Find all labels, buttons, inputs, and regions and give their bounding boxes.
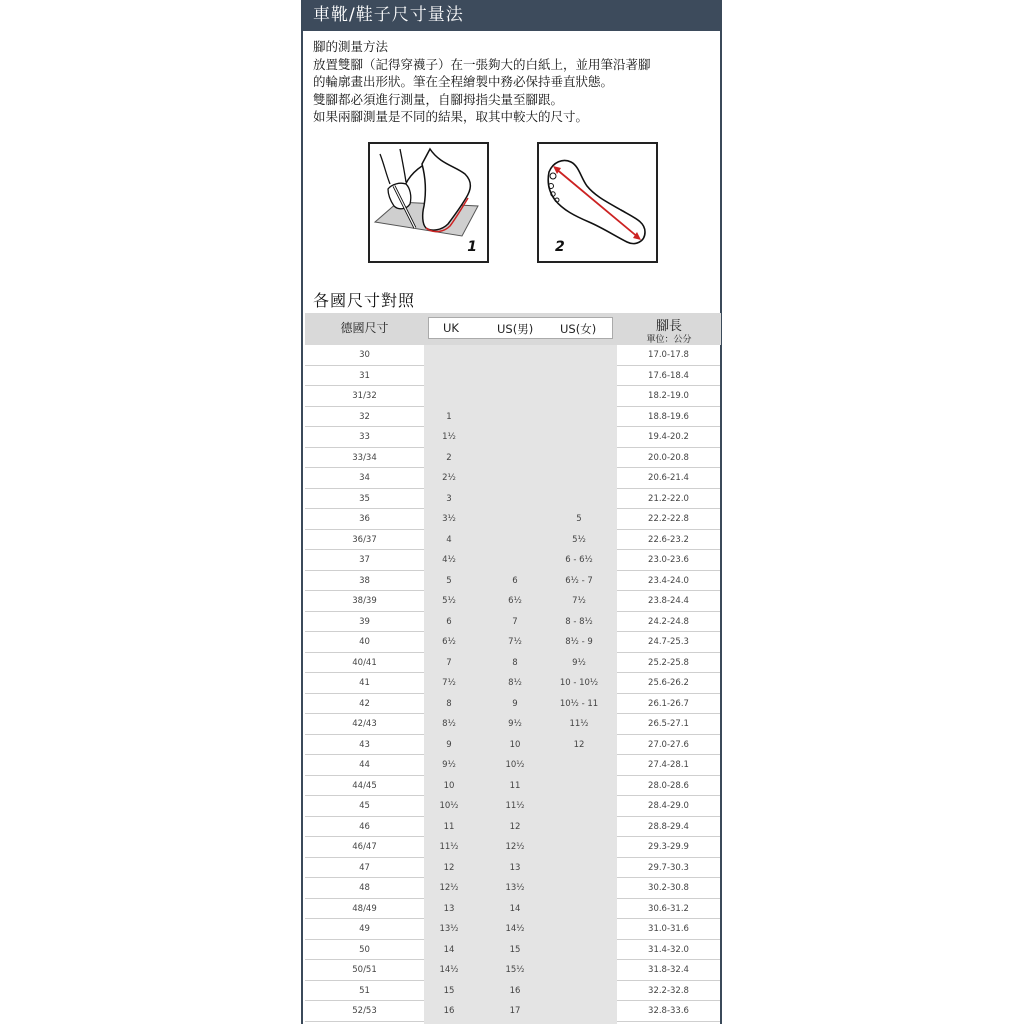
cell-us-women	[549, 386, 609, 407]
cell-de: 36/37	[352, 534, 377, 545]
cell-us-men: 6	[512, 575, 518, 586]
cell-foot: 29.7-30.3	[648, 862, 689, 873]
table-row	[305, 366, 720, 387]
cell-foot: 29.3-29.9	[648, 842, 689, 852]
cell-de: 42/43	[352, 719, 377, 729]
cell-foot: 19.4-20.2	[648, 432, 689, 442]
header-foot-length-unit: 單位：公分	[646, 335, 692, 345]
table-row	[305, 919, 720, 940]
cell-de: 33/34	[352, 452, 377, 463]
cell-uk	[429, 345, 469, 366]
cell-de: 43	[359, 739, 370, 750]
cell-uk: 12½	[439, 883, 459, 893]
table-row	[305, 960, 720, 981]
cell-uk: 11	[443, 821, 455, 832]
cell-us-women	[549, 899, 609, 920]
header-us-women: US(女)	[560, 322, 597, 336]
cell-foot: 25.6-26.2	[648, 678, 689, 688]
cell-foot: 20.6-21.4	[648, 473, 689, 483]
cell-de: 37	[359, 555, 370, 565]
cell-uk: 12	[443, 862, 455, 873]
cell-de: 52/53	[352, 1006, 377, 1016]
cell-foot: 24.7-25.3	[648, 637, 689, 647]
cell-us-women	[549, 817, 609, 838]
cell-foot: 30.6-31.2	[648, 903, 689, 914]
table-row	[305, 1001, 720, 1022]
cell-de: 38	[359, 575, 370, 586]
cell-foot: 25.2-25.8	[648, 657, 689, 668]
cell-uk: 15	[443, 985, 455, 996]
cell-de: 40	[359, 637, 370, 647]
cell-us-women: 11½	[569, 719, 589, 729]
cell-us-men	[493, 530, 537, 551]
cell-de: 50/51	[352, 965, 377, 975]
page-title: 車靴/鞋子尺寸量法	[303, 0, 720, 31]
cell-uk: 3	[446, 493, 452, 504]
cell-uk: 5	[446, 575, 452, 586]
cell-foot: 26.1-26.7	[648, 698, 689, 709]
table-row	[305, 530, 720, 551]
cell-uk: 2	[446, 452, 452, 463]
cell-uk: 1	[446, 411, 452, 422]
cell-us-women	[549, 1001, 609, 1022]
cell-uk: 7½	[442, 678, 456, 688]
cell-foot: 20.0-20.8	[648, 452, 689, 463]
cell-de: 49	[359, 924, 370, 934]
cell-us-men: 15½	[505, 965, 525, 975]
cell-uk: 4½	[442, 555, 456, 565]
cell-us-women	[549, 427, 609, 448]
cell-foot: 30.2-30.8	[648, 883, 689, 893]
cell-uk: 9½	[442, 760, 456, 770]
cell-us-men: 7½	[508, 637, 522, 647]
cell-de: 44	[359, 760, 370, 770]
cell-foot: 26.5-27.1	[648, 719, 689, 729]
instruction-line: 的輪廓畫出形狀。筆在全程繪製中務必保持垂直狀態。	[313, 74, 614, 89]
cell-us-men: 15	[509, 944, 521, 955]
cell-foot: 17.0-17.8	[648, 350, 689, 360]
cell-uk: 13½	[439, 924, 459, 934]
cell-de: 40/41	[352, 657, 377, 668]
table-header	[303, 313, 720, 345]
instruction-line: 如果兩腳測量是不同的結果，取其中較大的尺寸。	[313, 109, 589, 124]
cell-us-men: 16	[509, 985, 521, 996]
cell-foot: 31.0-31.6	[648, 924, 689, 934]
cell-foot: 22.6-23.2	[648, 534, 689, 545]
table-row	[305, 345, 720, 366]
table-row	[305, 448, 720, 469]
cell-foot: 22.2-22.8	[648, 514, 689, 524]
cell-us-men: 12	[509, 821, 521, 832]
cell-us-men: 17	[509, 1006, 521, 1016]
table-row	[305, 407, 720, 428]
figure-foot-tracing	[368, 142, 489, 263]
cell-us-men	[493, 468, 537, 489]
table-row	[305, 673, 720, 694]
cell-uk: 9	[446, 739, 452, 750]
cell-us-men	[493, 489, 537, 510]
cell-us-women	[549, 755, 609, 776]
cell-us-men: 14½	[505, 924, 525, 934]
cell-us-women	[549, 858, 609, 879]
header-foot-length-label: 腳長	[655, 319, 682, 334]
table-row	[305, 735, 720, 756]
cell-foot: 27.4-28.1	[648, 760, 689, 770]
cell-us-women	[549, 776, 609, 797]
cell-de: 31	[359, 370, 370, 381]
table-row	[305, 878, 720, 899]
cell-uk: 3½	[442, 514, 456, 524]
cell-uk: 14	[443, 944, 455, 955]
cell-us-men: 9½	[508, 719, 522, 729]
table-row	[305, 591, 720, 612]
cell-uk: 11½	[439, 842, 459, 852]
cell-us-men	[493, 550, 537, 571]
table-row	[305, 653, 720, 674]
cell-us-women	[549, 407, 609, 428]
cell-us-women	[549, 878, 609, 899]
cell-uk: 6½	[442, 637, 456, 647]
cell-de: 51	[359, 985, 370, 996]
cell-de: 41	[359, 678, 370, 688]
cell-foot: 23.0-23.6	[648, 555, 689, 565]
cell-us-men: 6½	[508, 596, 522, 606]
cell-de: 33	[359, 432, 370, 442]
cell-uk: 7	[446, 657, 452, 668]
cell-foot: 28.8-29.4	[648, 821, 689, 832]
cell-de: 45	[359, 801, 370, 811]
cell-us-men: 11½	[505, 801, 525, 811]
cell-de: 44/45	[352, 780, 377, 791]
cell-foot: 18.8-19.6	[648, 411, 689, 422]
cell-us-men: 8	[512, 657, 518, 668]
cell-de: 35	[359, 493, 370, 504]
table-row	[305, 509, 720, 530]
cell-uk: 16	[443, 1006, 455, 1016]
figure-number: 2	[555, 239, 565, 255]
cell-us-women	[549, 919, 609, 940]
cell-us-women: 6½ - 7	[565, 575, 593, 586]
cell-us-men: 11	[509, 780, 521, 791]
cell-foot: 21.2-22.0	[648, 493, 689, 504]
cell-foot: 28.0-28.6	[648, 780, 689, 791]
size-guide-panel	[301, 0, 722, 1024]
header-german-size: 德國尺寸	[305, 313, 424, 345]
cell-de: 46	[359, 821, 370, 832]
figure-number: 1	[467, 239, 477, 255]
cell-foot: 28.4-29.0	[648, 801, 689, 811]
instruction-line: 放置雙腳（記得穿襪子）在一張夠大的白紙上，並用筆沿著腳	[313, 56, 651, 72]
table-row	[305, 386, 720, 407]
cell-uk: 2½	[442, 473, 456, 483]
cell-de: 48/49	[352, 903, 377, 914]
header-us-men: US(男)	[497, 322, 534, 336]
cell-us-men	[493, 448, 537, 469]
table-row	[305, 468, 720, 489]
table-row	[305, 940, 720, 961]
cell-us-women: 6 - 6½	[565, 555, 593, 565]
instruction-line: 雙腳都必須進行測量，自腳拇指尖量至腳跟。	[313, 91, 564, 107]
cell-us-men	[493, 386, 537, 407]
table-row	[305, 755, 720, 776]
cell-de: 46/47	[352, 842, 377, 852]
cell-de: 39	[359, 616, 370, 627]
cell-de: 50	[359, 944, 370, 955]
cell-de: 36	[359, 514, 370, 524]
cell-uk: 10	[443, 780, 455, 791]
cell-foot: 24.2-24.8	[648, 616, 689, 627]
cell-foot: 18.2-19.0	[648, 391, 689, 401]
cell-us-men	[493, 509, 537, 530]
cell-us-women	[549, 448, 609, 469]
table-row	[305, 776, 720, 797]
header-uk: UK	[443, 321, 459, 335]
cell-us-women: 10 - 10½	[559, 678, 599, 688]
cell-us-women	[549, 960, 609, 981]
cell-de: 38/39	[352, 596, 377, 606]
cell-foot: 31.4-32.0	[648, 944, 689, 955]
table-row	[305, 858, 720, 879]
cell-uk: 6	[446, 616, 452, 627]
cell-us-women	[549, 468, 609, 489]
header-size-systems	[424, 313, 617, 345]
cell-us-men: 14	[509, 903, 521, 914]
table-row	[305, 427, 720, 448]
cell-foot: 32.8-33.6	[648, 1006, 689, 1016]
cell-de: 32	[359, 411, 370, 422]
cell-de: 48	[359, 883, 370, 893]
cell-us-men	[493, 407, 537, 428]
cell-uk: 5½	[442, 596, 456, 606]
cell-uk: 10½	[439, 801, 459, 811]
cell-foot: 23.8-24.4	[648, 596, 689, 606]
cell-us-men: 7	[512, 616, 518, 627]
cell-us-men: 8½	[508, 678, 522, 688]
cell-us-women: 5	[576, 514, 582, 524]
cell-uk: 4	[446, 534, 452, 545]
cell-us-women: 12	[573, 739, 585, 750]
instruction-heading: 腳的測量方法	[313, 39, 389, 54]
cell-us-women	[549, 940, 609, 961]
table-row	[305, 571, 720, 592]
header-foot-length	[617, 313, 721, 345]
cell-us-men	[493, 427, 537, 448]
cell-uk	[429, 386, 469, 407]
cell-us-men	[493, 366, 537, 387]
cell-us-women	[549, 981, 609, 1002]
cell-us-women: 10½ - 11	[559, 698, 599, 709]
cell-de: 31/32	[352, 391, 377, 401]
cell-us-women: 8 - 8½	[565, 616, 593, 627]
table-row	[305, 981, 720, 1002]
header-size-systems-box	[428, 317, 613, 339]
cell-foot: 27.0-27.6	[648, 739, 689, 750]
cell-us-women	[549, 489, 609, 510]
table-row	[305, 694, 720, 715]
cell-uk: 13	[443, 903, 455, 914]
cell-us-women	[549, 837, 609, 858]
table-row	[305, 489, 720, 510]
cell-us-women: 5½	[572, 534, 586, 545]
table-row	[305, 612, 720, 633]
cell-foot: 17.6-18.4	[648, 370, 689, 381]
cell-us-women: 9½	[572, 657, 586, 668]
cell-us-women: 7½	[572, 596, 586, 606]
cell-us-men	[493, 345, 537, 366]
cell-us-men: 9	[512, 698, 518, 709]
table-row	[305, 899, 720, 920]
cell-us-women	[549, 345, 609, 366]
cell-foot: 23.4-24.0	[648, 575, 689, 586]
cell-uk	[429, 366, 469, 387]
table-row	[305, 796, 720, 817]
table-row	[305, 817, 720, 838]
cell-us-women	[549, 366, 609, 387]
cell-foot: 31.8-32.4	[648, 965, 689, 975]
cell-us-men: 13	[509, 862, 521, 873]
cell-de: 30	[359, 350, 370, 360]
cell-foot: 32.2-32.8	[648, 985, 689, 996]
cell-uk: 1½	[442, 432, 456, 442]
cell-us-women	[549, 796, 609, 817]
table-row	[305, 837, 720, 858]
cell-us-men: 12½	[505, 842, 525, 852]
cell-uk: 8	[446, 698, 452, 709]
measurement-instructions	[313, 38, 713, 126]
cell-us-men: 13½	[505, 883, 525, 893]
cell-us-men: 10½	[505, 760, 525, 770]
cell-de: 34	[359, 473, 370, 483]
table-row	[305, 632, 720, 653]
cell-us-women: 8½ - 9	[565, 637, 593, 647]
cell-us-men: 10	[509, 739, 521, 750]
cell-uk: 8½	[442, 719, 456, 729]
table-row	[305, 550, 720, 571]
cell-uk: 14½	[439, 965, 459, 975]
table-title: 各國尺寸對照	[313, 291, 416, 310]
figure-foot-length	[537, 142, 658, 263]
cell-de: 42	[359, 698, 370, 709]
table-row	[305, 714, 720, 735]
cell-de: 47	[359, 862, 370, 873]
